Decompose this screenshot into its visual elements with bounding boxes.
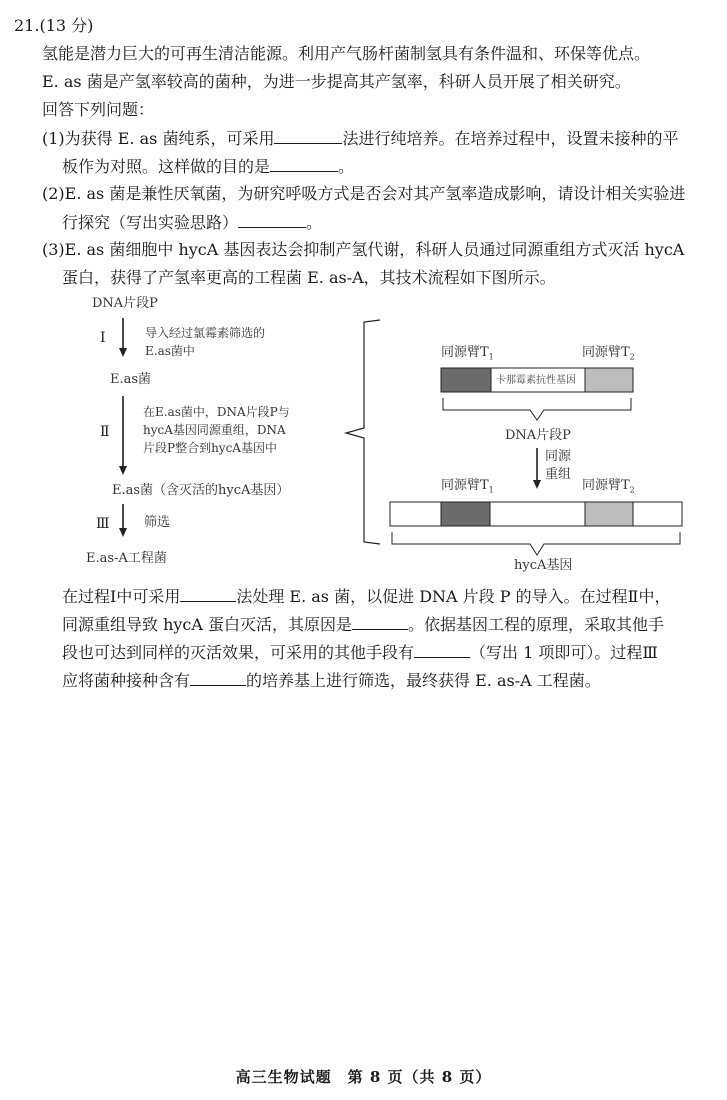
arrow-step3-head [119, 528, 127, 537]
arm-t2-text: 同源臂T [582, 345, 630, 360]
easA-label: E.as-A工程菌 [86, 551, 167, 566]
step3-label: 筛选 [144, 515, 171, 530]
q2-text-b: 行探究（写出实验思路） [62, 213, 239, 232]
step1-line-2: E.as菌中 [145, 344, 195, 358]
step1-roman: Ⅰ [100, 330, 106, 346]
answer-blank[interactable] [190, 670, 246, 686]
arm-t2-sub: 2 [629, 352, 635, 362]
q3-cont-text: 的培养基上进行筛选，最终获得 E. as-A 工程菌。 [246, 671, 601, 690]
eas-inactivated-label: E.as菌（含灭活的hycA基因） [112, 483, 290, 498]
q1-text-c: 板作为对照。这样做的目的是 [62, 157, 271, 176]
eas-label: E.as菌 [110, 372, 152, 387]
answer-blank[interactable] [414, 642, 470, 658]
step2-roman: Ⅱ [100, 424, 110, 440]
arrow-step1-head [119, 348, 127, 357]
q3-cont-text: （写出 1 项即可）。过程Ⅲ [470, 643, 658, 662]
step2-line-3: 片段P整合到hycA基因中 [143, 441, 277, 455]
answer-blank[interactable] [180, 586, 236, 602]
detail-brace [346, 320, 380, 544]
q3-cont-line-3 [62, 642, 658, 663]
hyca-arm-t1 [441, 502, 490, 526]
recombination-arrow-head [533, 480, 541, 489]
q1-text-b: 法进行纯培养。在培养过程中，设置未接种的平 [342, 129, 679, 148]
q3-cont-text: 。依据基因工程的原理，采取其他手 [408, 615, 665, 634]
q3-cont-text: 应将菌种接种含有 [62, 671, 191, 690]
step2-line-1: 在E.as菌中，DNA片段P与 [143, 405, 290, 419]
hyca-arm-t2 [585, 502, 633, 526]
hyca-arm-t1-label [441, 478, 494, 498]
arm-t1-text: 同源臂T [441, 345, 489, 360]
q3-line-1: (3)E. as 菌细胞中 hycA 基因表达会抑制产氢代谢，科研人员通过同源重组方式灭活 hycA [42, 240, 685, 259]
q3-line-2: 蛋白，获得了产氢率更高的工程菌 E. as-A，其技术流程如下图所示。 [62, 268, 556, 287]
arrow-step2-head [119, 466, 127, 475]
answer-blank[interactable] [352, 614, 408, 630]
step2-line-2: hycA基因同源重组，DNA [143, 423, 286, 437]
hyca-arm-t2-label [582, 478, 635, 498]
q3-cont-line-4 [62, 670, 601, 691]
q3-cont-line-1 [62, 586, 670, 607]
intro-line-1: 氢能是潜力巨大的可再生清洁能源。利用产气肠杆菌制氢具有条件温和、环保等优点。 [42, 44, 651, 63]
arm-t2-label [582, 345, 635, 365]
arm-t1-label [441, 345, 494, 365]
hyca-gene-label: hycA基因 [514, 558, 573, 573]
q2-text-c: 。 [306, 213, 323, 232]
q1-text-a: (1)为获得 E. as 菌纯系，可采用 [42, 129, 275, 148]
q3-cont-line-2 [62, 614, 664, 635]
hyca-arm-t1-text: 同源臂T [441, 478, 489, 493]
q3-cont-text: 同源重组导致 hycA 蛋白灭活，其原因是 [62, 615, 353, 634]
question-number: 21. [14, 16, 40, 35]
page-footer: 高三生物试题 第 8 页（共 8 页） [235, 1068, 492, 1086]
hyca-arm-t1-sub: 1 [488, 485, 494, 495]
q3-cont-text: 法处理 E. as 菌，以促进 DNA 片段 P 的导入。在过程Ⅱ中， [236, 587, 671, 606]
q1-text-d: 。 [338, 157, 355, 176]
intro-line-3: 回答下列问题： [42, 100, 155, 119]
step1-line-1: 导入经过氯霉素筛选的 [145, 326, 266, 340]
intro-line-2: E. as 菌是产氢率较高的菌种，为进一步提高其产氢率，科研人员开展了相关研究。 [42, 72, 631, 91]
dna-fragment-p-label: DNA片段P [92, 296, 158, 311]
fragment-bracket [443, 398, 631, 420]
arm-t2-segment [585, 368, 633, 392]
q2-line-1: (2)E. as 菌是兼性厌氧菌，为研究呼吸方式是否会对其产氢率造成影响，请设计相关实验进 [42, 184, 686, 203]
recombination-label: 重组 [545, 467, 572, 482]
kanamycin-gene-label: 卡那霉素抗性基因 [496, 375, 576, 386]
hyca-bracket [392, 532, 680, 555]
hyca-arm-t2-text: 同源臂T [582, 478, 630, 493]
q3-cont-text: 段也可达到同样的灭活效果，可采用的其他手段有 [62, 643, 415, 662]
arm-t1-segment [441, 368, 491, 392]
hyca-arm-t2-sub: 2 [629, 485, 635, 495]
hyca-gene-bar [390, 502, 682, 526]
homologous-label: 同源 [545, 449, 572, 464]
step3-roman: Ⅲ [96, 516, 110, 532]
question-points: (13 分) [39, 16, 94, 35]
dna-fragment-p-right-label: DNA片段P [505, 428, 571, 443]
arm-t1-sub: 1 [488, 352, 494, 362]
q3-cont-text: 在过程Ⅰ中可采用 [62, 587, 181, 606]
